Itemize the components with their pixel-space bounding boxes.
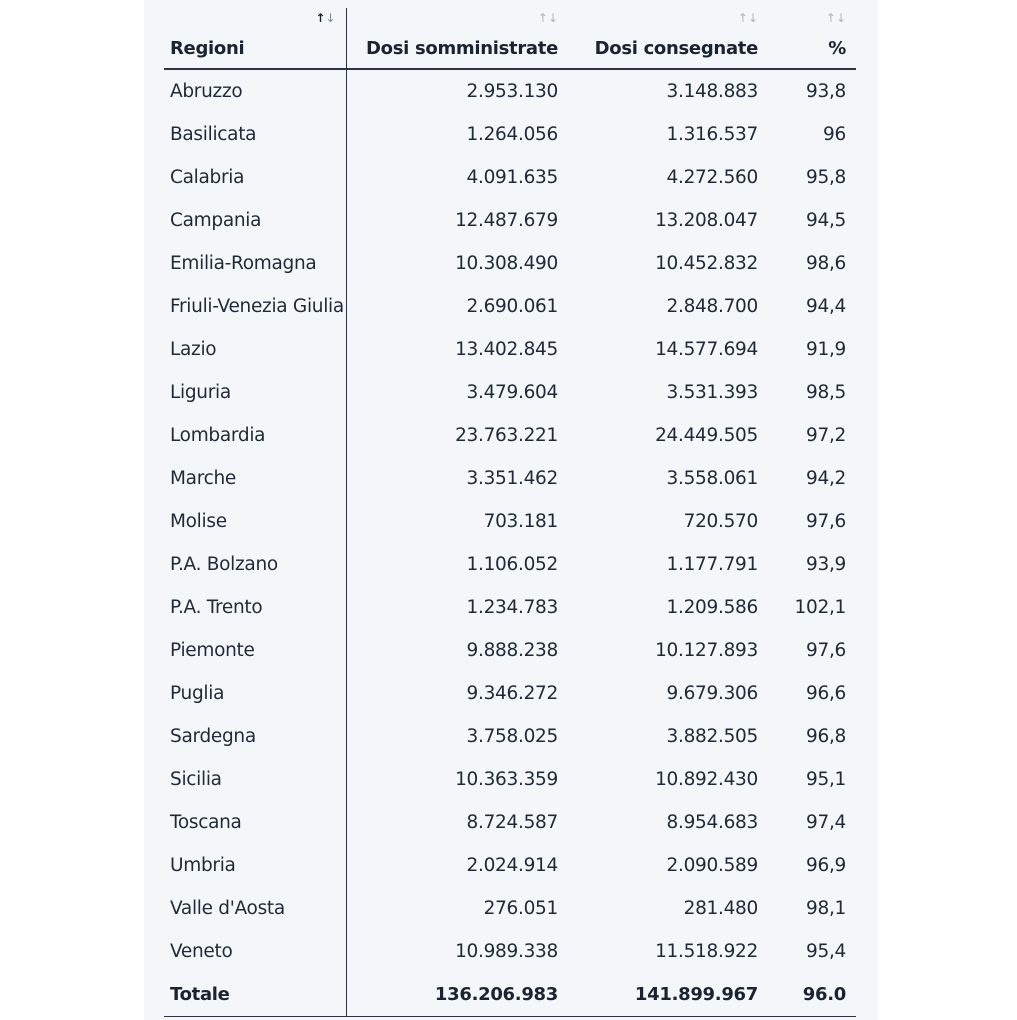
cell-administered: 1.106.052 xyxy=(466,554,558,575)
cell-administered: 3.758.025 xyxy=(466,726,558,747)
total-administered: 136.206.983 xyxy=(346,973,568,1017)
cell-percent: 94,5 xyxy=(806,210,846,231)
cell-administered: 2.690.061 xyxy=(466,296,558,317)
cell-delivered: 13.208.047 xyxy=(655,210,758,231)
total-row xyxy=(164,973,856,1017)
cell-administered: 9.346.272 xyxy=(466,683,558,704)
cell-administered: 1.234.783 xyxy=(466,597,558,618)
cell-administered: 10.308.490 xyxy=(455,253,558,274)
cell-administered: 2.024.914 xyxy=(466,855,558,876)
cell-administered: 23.763.221 xyxy=(455,425,558,446)
cell-delivered: 3.148.883 xyxy=(666,81,758,102)
table-row xyxy=(164,199,856,242)
cell-percent: 96 xyxy=(823,124,846,145)
table-row xyxy=(164,930,856,973)
cell-percent: 97,6 xyxy=(806,511,846,532)
cell-region: P.A. Bolzano xyxy=(164,543,346,586)
cell-region: Emilia-Romagna xyxy=(164,242,346,285)
cell-administered: 4.091.635 xyxy=(466,167,558,188)
cell-region: Campania xyxy=(164,199,346,242)
cell-delivered: 8.954.683 xyxy=(666,812,758,833)
column-header-label: % xyxy=(828,38,846,59)
table-row xyxy=(164,69,856,113)
table-row xyxy=(164,500,856,543)
cell-percent: 91,9 xyxy=(806,339,846,360)
cell-percent: 96,9 xyxy=(806,855,846,876)
table-row xyxy=(164,328,856,371)
cell-administered: 9.888.238 xyxy=(466,640,558,661)
cell-delivered: 3.558.061 xyxy=(666,468,758,489)
cell-delivered: 720.570 xyxy=(683,511,758,532)
cell-administered: 276.051 xyxy=(483,898,558,919)
total-label: Totale xyxy=(164,973,346,1017)
cell-percent: 94,4 xyxy=(806,296,846,317)
cell-administered: 10.363.359 xyxy=(455,769,558,790)
total-delivered: 141.899.967 xyxy=(568,973,768,1017)
cell-percent: 94,2 xyxy=(806,468,846,489)
cell-delivered: 10.892.430 xyxy=(655,769,758,790)
cell-administered: 13.402.845 xyxy=(455,339,558,360)
cell-region: Friuli-Venezia Giulia xyxy=(164,285,346,328)
cell-region: Toscana xyxy=(164,801,346,844)
cell-delivered: 3.531.393 xyxy=(666,382,758,403)
cell-percent: 96,8 xyxy=(806,726,846,747)
cell-delivered: 24.449.505 xyxy=(655,425,758,446)
cell-administered: 703.181 xyxy=(483,511,558,532)
cell-delivered: 10.452.832 xyxy=(655,253,758,274)
cell-percent: 98,5 xyxy=(806,382,846,403)
cell-delivered: 9.679.306 xyxy=(666,683,758,704)
cell-delivered: 11.518.922 xyxy=(655,941,758,962)
cell-percent: 98,6 xyxy=(806,253,846,274)
sort-icon-percent[interactable]: ↑↓ xyxy=(825,11,846,25)
header-row xyxy=(164,8,856,69)
table-row xyxy=(164,844,856,887)
table-row xyxy=(164,113,856,156)
cell-percent: 96,6 xyxy=(806,683,846,704)
sort-icon-administered[interactable]: ↑↓ xyxy=(537,11,558,25)
cell-delivered: 1.177.791 xyxy=(666,554,758,575)
cell-region: Umbria xyxy=(164,844,346,887)
cell-region: Marche xyxy=(164,457,346,500)
cell-percent: 95,8 xyxy=(806,167,846,188)
cell-region: Liguria xyxy=(164,371,346,414)
table-row xyxy=(164,801,856,844)
table-row xyxy=(164,543,856,586)
cell-region: Piemonte xyxy=(164,629,346,672)
cell-region: Sardegna xyxy=(164,715,346,758)
cell-delivered: 2.848.700 xyxy=(666,296,758,317)
cell-region: Puglia xyxy=(164,672,346,715)
sort-icon-delivered[interactable]: ↑↓ xyxy=(737,11,758,25)
table-row xyxy=(164,758,856,801)
cell-percent: 95,4 xyxy=(806,941,846,962)
cell-region: Sicilia xyxy=(164,758,346,801)
cell-region: Molise xyxy=(164,500,346,543)
cell-percent: 93,9 xyxy=(806,554,846,575)
table-row xyxy=(164,629,856,672)
column-header-delivered[interactable] xyxy=(568,8,768,69)
vaccine-doses-table xyxy=(164,8,856,1017)
column-header-label: Dosi somministrate xyxy=(366,38,558,59)
cell-administered: 3.351.462 xyxy=(466,468,558,489)
cell-delivered: 1.209.586 xyxy=(666,597,758,618)
cell-percent: 102,1 xyxy=(794,597,846,618)
table-row xyxy=(164,586,856,629)
cell-percent: 97,4 xyxy=(806,812,846,833)
cell-administered: 3.479.604 xyxy=(466,382,558,403)
table-row xyxy=(164,414,856,457)
table-row xyxy=(164,457,856,500)
cell-region: Lazio xyxy=(164,328,346,371)
sort-icon-region[interactable]: ↑↓ xyxy=(315,11,336,25)
cell-percent: 97,2 xyxy=(806,425,846,446)
cell-administered: 10.989.338 xyxy=(455,941,558,962)
cell-delivered: 3.882.505 xyxy=(666,726,758,747)
table-row xyxy=(164,715,856,758)
cell-region: Abruzzo xyxy=(164,69,346,113)
cell-percent: 97,6 xyxy=(806,640,846,661)
cell-delivered: 10.127.893 xyxy=(655,640,758,661)
cell-administered: 12.487.679 xyxy=(455,210,558,231)
table-row xyxy=(164,887,856,930)
table-row xyxy=(164,672,856,715)
cell-delivered: 281.480 xyxy=(683,898,758,919)
cell-delivered: 4.272.560 xyxy=(666,167,758,188)
cell-region: Lombardia xyxy=(164,414,346,457)
cell-delivered: 1.316.537 xyxy=(666,124,758,145)
table-row xyxy=(164,156,856,199)
column-header-label: Dosi consegnate xyxy=(594,38,758,59)
column-header-region[interactable] xyxy=(164,8,346,69)
cell-delivered: 2.090.589 xyxy=(666,855,758,876)
column-header-administered[interactable] xyxy=(346,8,568,69)
cell-delivered: 14.577.694 xyxy=(655,339,758,360)
column-header-label: Regioni xyxy=(170,38,245,59)
total-percent: 96.0 xyxy=(768,973,856,1017)
cell-region: Calabria xyxy=(164,156,346,199)
table-row xyxy=(164,242,856,285)
cell-percent: 93,8 xyxy=(806,81,846,102)
column-header-percent[interactable] xyxy=(768,8,856,69)
cell-region: Veneto xyxy=(164,930,346,973)
cell-region: Basilicata xyxy=(164,113,346,156)
cell-administered: 2.953.130 xyxy=(466,81,558,102)
table-row xyxy=(164,285,856,328)
table-row xyxy=(164,371,856,414)
cell-administered: 8.724.587 xyxy=(466,812,558,833)
cell-percent: 95,1 xyxy=(806,769,846,790)
cell-region: P.A. Trento xyxy=(164,586,346,629)
cell-administered: 1.264.056 xyxy=(466,124,558,145)
cell-percent: 98,1 xyxy=(806,898,846,919)
cell-region: Valle d'Aosta xyxy=(164,887,346,930)
